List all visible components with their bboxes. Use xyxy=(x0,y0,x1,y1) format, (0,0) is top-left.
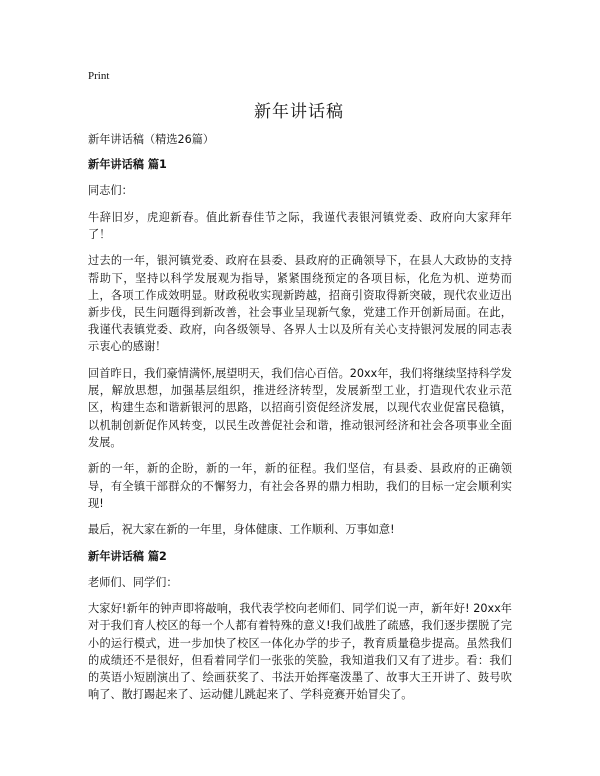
section-heading-2: 新年讲话稿 篇2 xyxy=(88,549,167,563)
paragraph: 过去的一年，银河镇党委、政府在县委、县政府的正确领导下，在县人大政协的支持帮助下，坚持以科学发展观为指导，紧紧围绕预定的各项目标，化危为机、逆势而上，各项工作成效明显。财政税收实现新跨越，招商引资取得新突破，现代农业迈出新步伐，民生问题得到新改善，社会事业呈现新气象，党建工作开创新局面。在此，我谨代表镇党委、政府，向各级领导、各界人士以及所有关心支持银河发展的同志表示衷心的感谢！ xyxy=(88,254,512,354)
document-subtitle: 新年讲话稿（精选26篇） xyxy=(88,133,215,146)
paragraph: 最后，祝大家在新的一年里，身体健康、工作顺利、万事如意! xyxy=(88,523,395,537)
page-title: 新年讲话稿 xyxy=(254,102,344,122)
document-body xyxy=(88,131,512,713)
paragraph-greeting-2: 老师们、同学们： xyxy=(88,575,178,589)
paragraph: 牛辞旧岁，虎迎新春。值此新春佳节之际，我谨代表银河镇党委、政府向大家拜年了！ xyxy=(88,210,512,241)
paragraph-greeting-1: 同志们： xyxy=(88,183,133,197)
print-link[interactable]: Print xyxy=(88,70,110,82)
section-heading-1: 新年讲话稿 篇1 xyxy=(88,158,167,172)
paragraph: 大家好!新年的钟声即将敲响，我代表学校向老师们、同学们说一声，新年好! 20xx年对于我们育人校区的每一个人都有着特殊的意义!我们战胜了疏感，我们逐步摆脱了完小的运行模式，进一步加快了校区一体化办学的步子，教育质量稳步提高。虽然我们的成绩还不是很好，但看着同学们一张张的笑脸，我知道我们又有了进步。看：我们的英语小短剧演出了、绘画获奖了、书法开始挥毫泼墨了、故事大王开讲了、鼓号吹响了、散打踢起来了、运动健儿跳起来了、学科竞赛开始冒尖了。 xyxy=(88,602,512,702)
paragraph: 回首昨日，我们豪情满怀,展望明天，我们信心百倍。20xx年，我们将继续坚持科学发展，解放思想，加强基层组织，推进经济转型，发展新型工业，打造现代农业示范区，构建生态和谐新银河的思路，以招商引资促经济发展，以现代农业促富民稳镇，以机制创新促作风转变，以民生改善促社会和谐，推动银河经济和社会各项事业全面发展。 xyxy=(88,366,512,449)
paragraph: 新的一年，新的企盼，新的一年，新的征程。我们坚信，有县委、县政府的正确领导，有全镇干部群众的不懈努力，有社会各界的鼎力相助，我们的目标一定会顺利实现! xyxy=(88,462,512,510)
